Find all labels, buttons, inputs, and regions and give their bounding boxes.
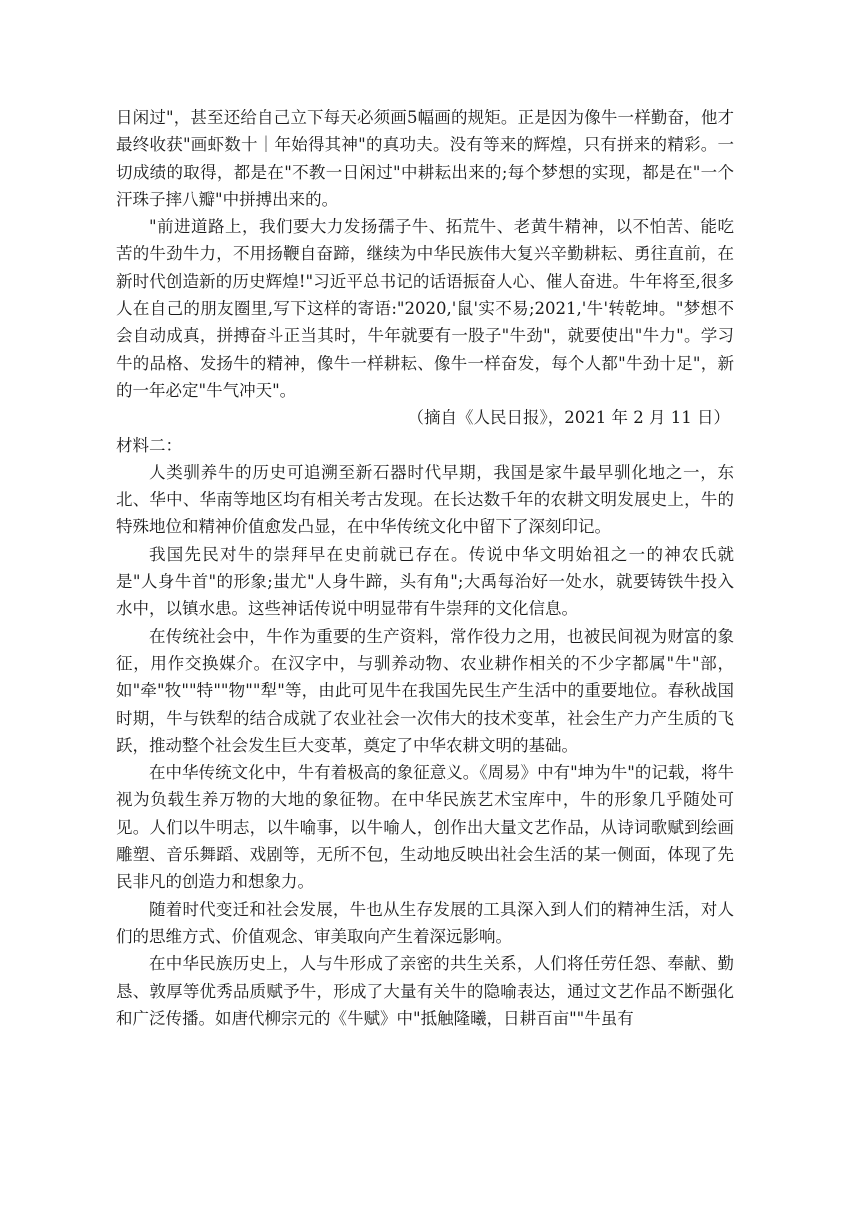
material2-paragraph-5: 随着时代变迁和社会发展，牛也从生存发展的工具深入到人们的精神生活，对人们的思维方式、价值观念、审美取向产生着深远影响。 [116,899,734,946]
material2-heading: 材料二： [116,435,182,455]
material2-paragraph-6: 在中华民族历史上，人与牛形成了亲密的共生关系，人们将任劳任怨、奉献、勤恳、敦厚等优秀品质赋予牛，形成了大量有关牛的隐喻表达，通过文艺作品不断强化和广泛传播。如唐代柳宗元的《牛赋》中"抵触隆曦，日耕百亩""牛虽有 [116,954,734,1028]
material2-paragraph-4: 在中华传统文化中，牛有着极高的象征意义。《周易》中有"坤为牛"的记载，将牛视为负载生养万物的大地的象征物。在中华民族艺术宝库中，牛的形象几乎随处可见。人们以牛明志，以牛喻事，以牛喻人，创作出大量文艺作品，从诗词歌赋到绘画雕塑、音乐舞蹈、戏剧等，无所不包，生动地反映出社会生活的某一侧面，体现了先民非凡的创造力和想象力。 [116,763,734,892]
material2-paragraph-1: 人类驯养牛的历史可追溯至新石器时代早期，我国是家牛最早驯化地之一，东北、华中、华南等地区均有相关考古发现。在长达数千年的农耕文明发展史上，牛的特殊地位和精神价值愈发凸显，在中华传统文化中留下了深刻印记。 [116,462,734,537]
material2-paragraph-2: 我国先民对牛的崇拜早在史前就已存在。传说中华文明始祖之一的神农氏就是"人身牛首"的形象;蚩尤"人身牛蹄，头有角";大禹每治好一处水，就要铸铁牛投入水中，以镇水患。这些神话传说中明显带有牛崇拜的文化信息。 [116,544,734,619]
material2-paragraph-3: 在传统社会中，牛作为重要的生产资料，常作役力之用，也被民间视为财富的象征，用作交换媒介。在汉字中，与驯养动物、农业耕作相关的不少字都属"牛"部，如"牵"牧""特""物""犁"等，由此可见牛在我国先民生产生活中的重要地位。春秋战国时期，牛与铁犁的结合成就了农业社会一次伟大的技术变革，社会生产力产生质的飞跃，推动整个社会发生巨大变革，奠定了中华农耕文明的基础。 [116,626,734,755]
material1-paragraph-2: "前进道路上，我们要大力发扬孺子牛、拓荒牛、老黄牛精神，以不怕苦、能吃苦的牛劲牛力，不用扬鞭自奋蹄，继续为中华民族伟大复兴辛勤耕耘、勇往直前，在新时代创造新的历史辉煌!"习近平总书记的话语振奋人心、催人奋进。牛年将至,很多人在自己的朋友圈里,写下这样的寄语:"2020,'鼠'实不易;2021,'牛'转乾坤。"梦想不会自动成真，拼搏奋斗正当其时，牛年就要有一股子"牛劲"，就要使出"牛力"。学习牛的品格、发扬牛的精神，像牛一样耕耘、像牛一样奋发，每个人都"牛劲十足"，新的一年必定"牛气冲天"。 [116,217,734,400]
material1-source: （摘自《人民日报》，2021 年 2 月 11 日） [407,408,730,428]
document-page [116,104,734,1032]
material1-paragraph-1: 日闲过"，甚至还给自己立下每天必须画5幅画的规矩。正是因为像牛一样勤奋，他才最终收获"画虾数十｜年始得其神"的真功夫。没有等来的辉煌，只有拼来的精彩。一切成绩的取得，都是在"不教一日闲过"中耕耘出来的;每个梦想的实现，都是在"一个汗珠子摔八瓣"中拼搏出来的。 [116,108,734,209]
